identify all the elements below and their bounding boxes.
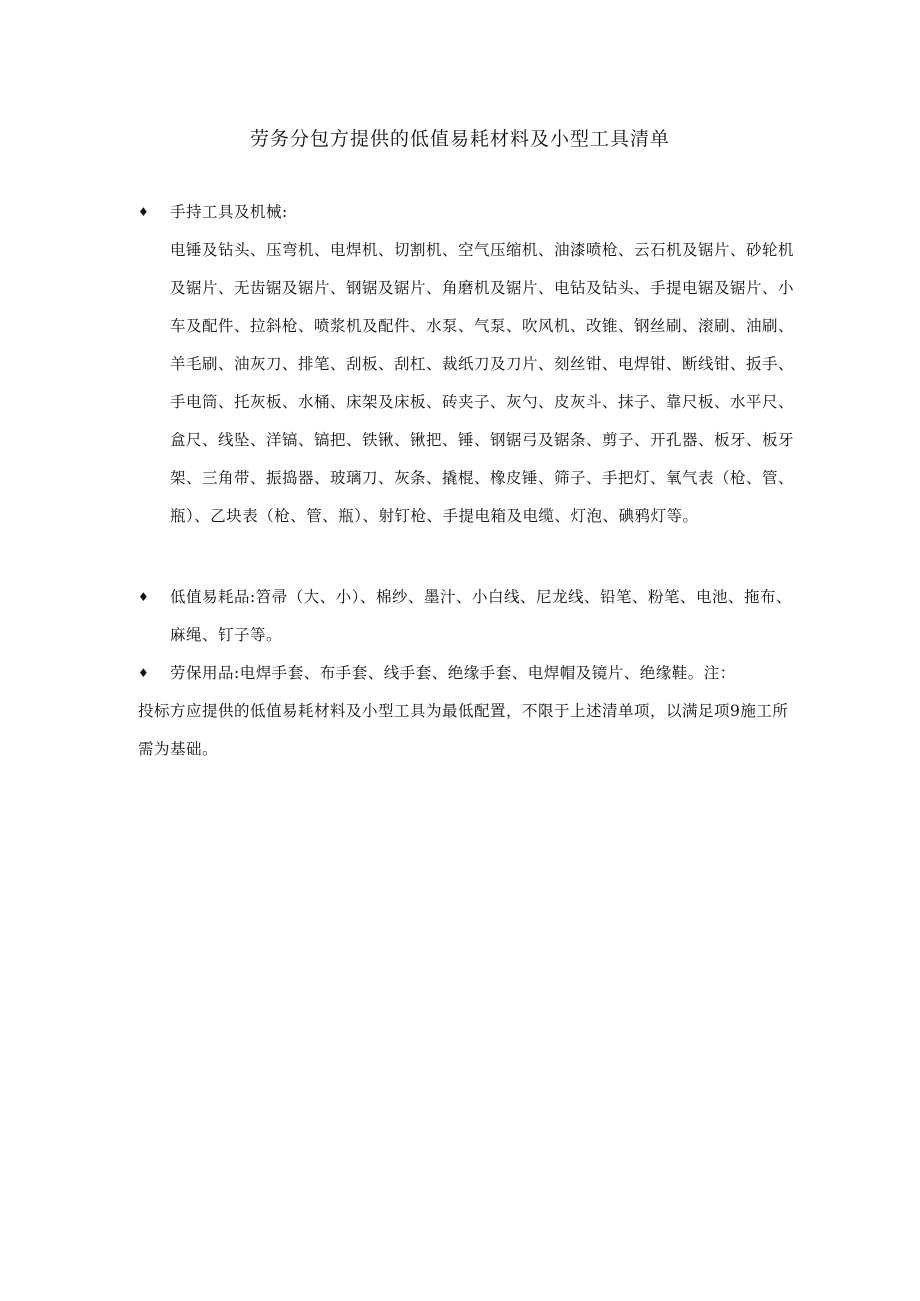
section-text bbox=[138, 578, 798, 654]
list-item-consumables bbox=[138, 578, 798, 654]
section-heading: 低值易耗品: bbox=[170, 588, 256, 606]
section-body: 电焊手套、布手套、线手套、绝缘手套、电焊帽及镜片、绝缘鞋。注： bbox=[239, 664, 736, 682]
section-body: 电锤及钻头、压弯机、电焊机、切割机、空气压缩机、油漆喷枪、云石机及锯片、砂轮机及锯片、无齿锯及锯片、钢锯及锯片、角磨机及锯片、电钻及钻头、手提电锯及锯片、小车及配件、拉斜枪、喷浆机及配件、水泵、气泵、吹风机、改锥、钢丝刷、滚刷、油刷、羊毛刷、油灰刀、排笔、刮板、刮杠、裁纸刀及刀片、刻丝钳、电焊钳、断线钳、扳手、手电筒、托灰板、水桶、床架及床板、砖夹子、灰勺、皮灰斗、抹子、靠尺板、水平尺、盒尺、线坠、洋镐、镐把、铁锹、锹把、锤、钢锯弓及锯条、剪子、开孔器、板牙、板牙架、三角带、振捣器、玻璃刀、灰条、撬棍、橡皮锤、筛子、手把灯、氧气表（枪、管、瓶）、乙块表（枪、管、瓶）、射钉枪、手提电箱及电缆、灯泡、碘鸦灯等。 bbox=[170, 241, 795, 525]
section-heading: 手持工具及机械: bbox=[170, 203, 288, 221]
list-item-handheld-tools bbox=[138, 193, 798, 535]
page-title: 劳务分包方提供的低值易耗材料及小型工具清单 bbox=[249, 128, 670, 150]
diamond-bullet-icon: ♦ bbox=[138, 590, 150, 604]
section-heading: 劳保用品: bbox=[170, 664, 240, 682]
section-text bbox=[138, 654, 798, 692]
section-body: 笤帚（大、小）、棉纱、墨汁、小白线、尼龙线、铅笔、粉笔、电池、拖布、麻绳、钉子等。 bbox=[170, 588, 792, 644]
diamond-bullet-icon: ♦ bbox=[138, 205, 150, 219]
list-item-protective-gear bbox=[138, 654, 798, 768]
note-paragraph: 投标方应提供的低值易耗材料及小型工具为最低配置，不限于上述清单项，以满足项9施工所需为基础。 bbox=[138, 702, 789, 758]
diamond-bullet-icon: ♦ bbox=[138, 666, 150, 680]
